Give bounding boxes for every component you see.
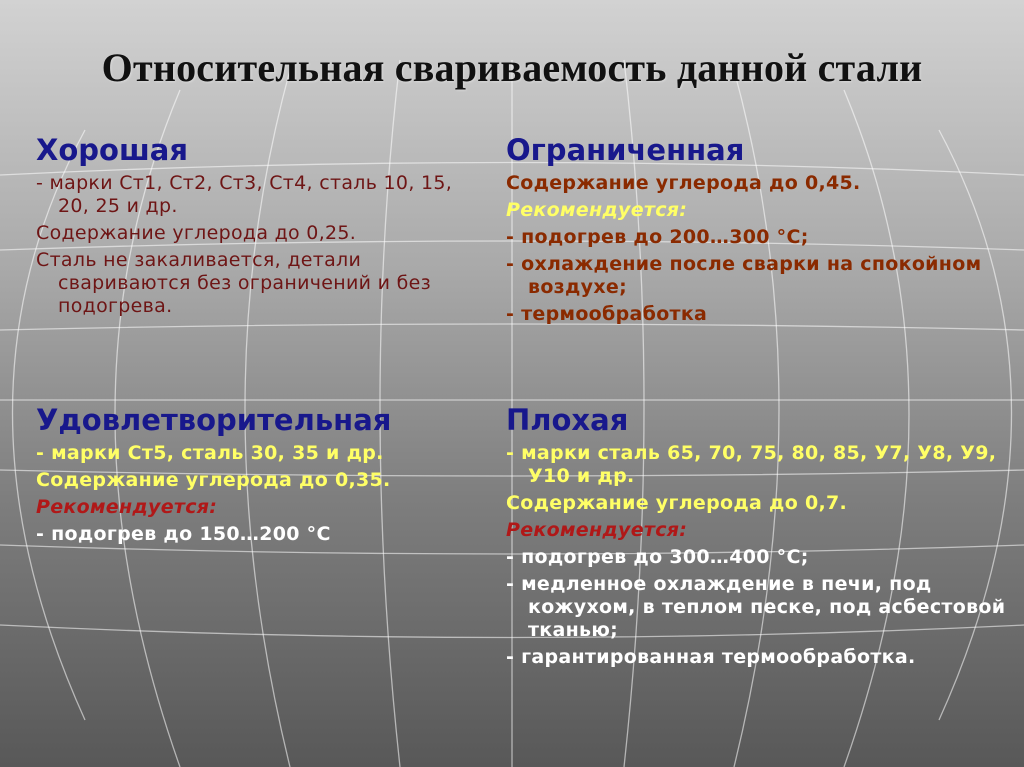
category-good	[36, 133, 486, 322]
limited-item-carbon: Содержание углерода до 0,45.	[506, 171, 861, 194]
category-bad-heading: Плохая	[506, 403, 629, 437]
satisfactory-item-recommended: Рекомендуется:	[36, 495, 218, 518]
category-satisfactory	[36, 403, 496, 550]
limited-item-cooling: - охлаждение после сварки на спокойном воздухе;	[506, 252, 982, 298]
bad-item-preheat: - подогрев до 300…400 °С;	[506, 545, 809, 568]
limited-item-heat-treatment: - термообработка	[506, 302, 708, 325]
limited-item-preheat: - подогрев до 200…300 °С;	[506, 225, 809, 248]
category-satisfactory-heading: Удовлетворительная	[36, 403, 392, 437]
category-limited	[506, 133, 1006, 330]
bad-item-carbon: Содержание углерода до 0,7.	[506, 491, 848, 514]
bad-item-slow-cooling: - медленное охлаждение в печи, под кожухом, в теплом песке, под асбестовой тканью;	[506, 572, 1006, 641]
category-bad	[506, 403, 1006, 673]
category-good-heading: Хорошая	[36, 133, 188, 167]
bad-item-heat-treatment: - гарантированная термообработка.	[506, 645, 916, 668]
bad-item-grades: - марки сталь 65, 70, 75, 80, 85, У7, У8, У9, У10 и др.	[506, 441, 997, 487]
category-limited-heading: Ограниченная	[506, 133, 745, 167]
satisfactory-item-carbon: Содержание углерода до 0,35.	[36, 468, 391, 491]
satisfactory-item-preheat: - подогрев до 150…200 °С	[36, 522, 331, 545]
page-title: Относительная свариваемость данной стали	[101, 45, 923, 90]
good-item-carbon: Содержание углерода до 0,25.	[36, 221, 357, 244]
limited-item-recommended: Рекомендуется:	[506, 198, 688, 221]
bad-item-recommended: Рекомендуется:	[506, 518, 688, 541]
satisfactory-item-grades: - марки Ст5, сталь 30, 35 и др.	[36, 441, 384, 464]
good-item-note: Сталь не закаливается, детали свариваются без ограничений и без подогрева.	[36, 248, 432, 317]
good-item-grades: - марки Ст1, Ст2, Ст3, Ст4, сталь 10, 15, 20, 25 и др.	[36, 171, 453, 217]
